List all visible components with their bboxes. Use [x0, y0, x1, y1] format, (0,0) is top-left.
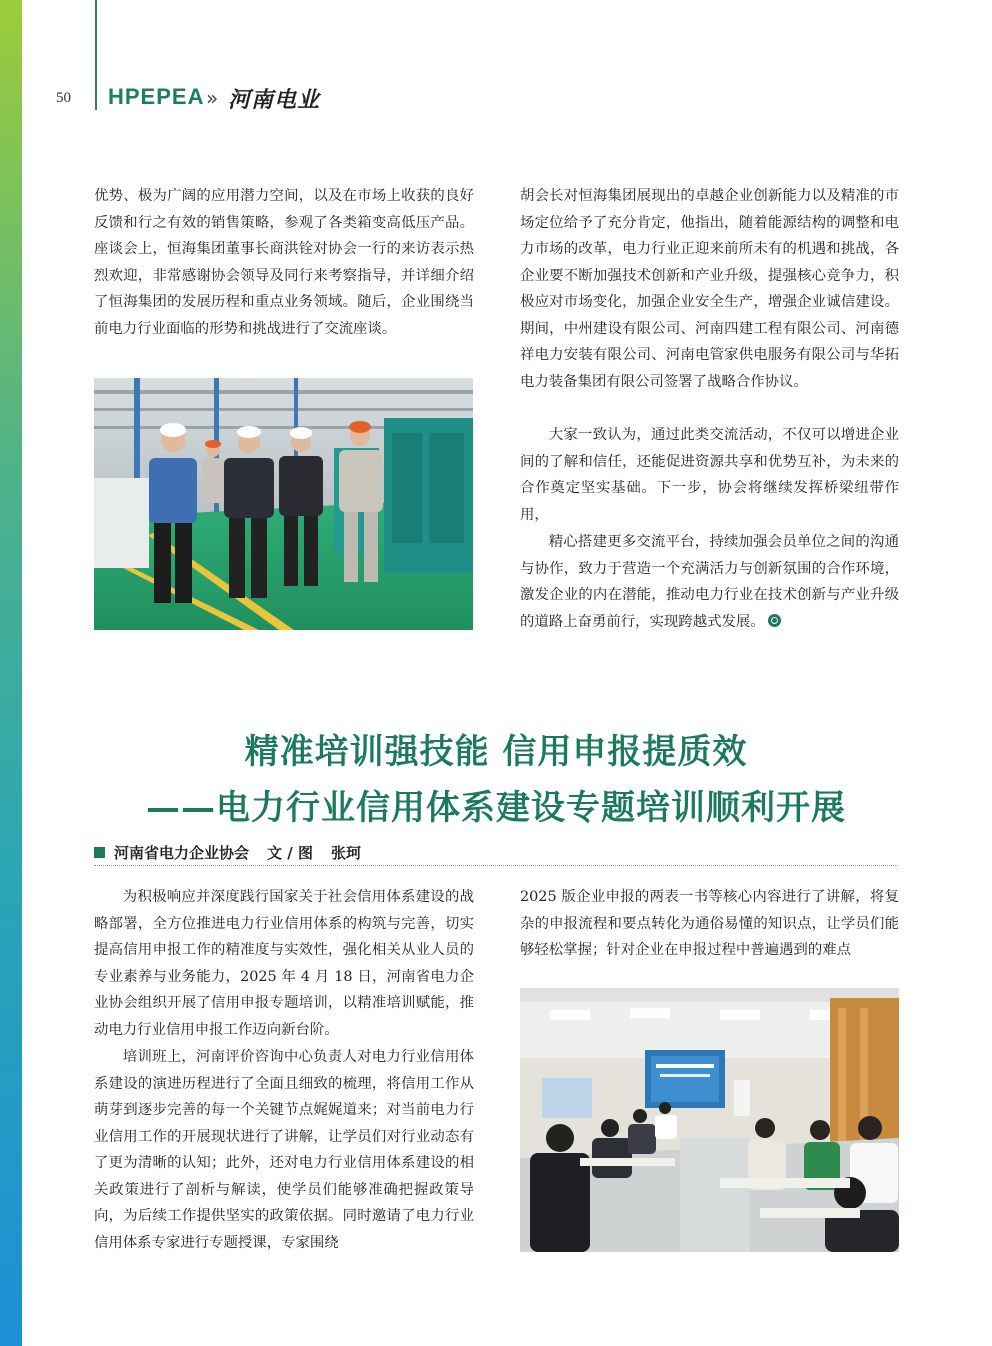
byline-credit-label: 文 / 图 — [267, 844, 313, 862]
end-of-article-icon — [768, 614, 781, 627]
byline-author: 张珂 — [330, 844, 361, 862]
article1-right-paragraph-1: 胡会长对恒海集团展现出的卓越企业创新能力以及精准的市场定位给予了充分肯定，他指出，随着能源结构的调整和电力市场的改革，电力行业正迎来前所未有的机遇和挑战，各企业要不断加强技术创新和产业升级，提强核心竞争力，积极应对市场变化，加强企业安全生产，增强企业诚信建设。期间，中州建设有限公司、河南四建工程有限公司、河南德祥电力安装有限公司、河南电管家供电服务有限公司与华拓电力装备集团有限公司签署了战略合作协议。 — [520, 188, 899, 390]
magazine-section-title: 河南电业 — [228, 87, 321, 113]
article2-left-paragraph-1: 为积极响应并深度践行国家关于社会信用体系建设的战略部署，全方位推进电力行业信用体系的构筑与完善，切实提高信用申报工作的精准度与实效性，强化相关从业人员的专业素养与业务能力，2025 年 4 月 18 日，河南省电力企业协会组织开展了信用申报专题培训，以精准培训赋能，推动电力行业信用申报工作迈向新台阶。 — [94, 889, 474, 1038]
training-room-illustration — [520, 988, 899, 1252]
byline-square-icon — [94, 847, 105, 858]
page-number: 50 — [56, 90, 71, 106]
article2-right-paragraph: 2025 版企业申报的两表一书等核心内容进行了讲解，将复杂的申报流程和要点转化为通俗易懂的知识点，让学员们能够轻松掌握；针对企业在申报过程中普遍遇到的难点 — [520, 889, 899, 958]
decorative-gradient-sidebar — [0, 0, 22, 1346]
brand-logo-text: HPEPEA — [108, 84, 205, 109]
article2-left-paragraph-2: 培训班上，河南评价咨询中心负责人对电力行业信用体系建设的演进历程进行了全面且细致的梳理，将信用工作从萌芽到逐步完善的每一个关键节点娓娓道来；对当前电力行业信用工作的开展现状进行了讲解，让学员们对行业动态有了更为清晰的认知；此外，还对电力行业信用体系建设的相关政策进行了剖析与解读，使学员们能够准确把握政策导向，为后续工作提供坚实的政策依据。同时邀请了电力行业信用体系专家进行专题授课，专家围绕 — [94, 1049, 474, 1251]
article1-left-paragraph: 优势、极为广阔的应用潜力空间，以及在市场上收获的良好反馈和行之有效的销售策略，参观了各类箱变高低压产品。座谈会上，恒海集团董事长商洪铨对协会一行的来访表示热烈欢迎，非常感谢协会领导及同行来考察指导，并详细介绍了恒海集团的发展历程和重点业务领域。随后，企业围绕当前电力行业面临的形势和挑战进行了交流座谈。 — [94, 188, 474, 337]
article1-right-paragraph-3 — [520, 529, 899, 635]
article1-right-paragraph-3-text: 精心搭建更多交流平台，持续加强会员单位之间的沟通与协作，致力于营造一个充满活力与创新氛围的合作环境，激发企业的内在潜能，推动电力行业在技术创新与产业升级的道路上奋勇前行，实现跨越式发展。 — [520, 534, 899, 630]
factory-visit-photo — [94, 378, 473, 630]
factory-visit-illustration — [94, 378, 473, 630]
breadcrumb-separator: » — [206, 86, 219, 110]
byline-divider — [94, 865, 898, 866]
header-divider — [95, 0, 97, 110]
article-subtitle: ——电力行业信用体系建设专题培训顺利开展 — [146, 788, 846, 828]
article1-right-paragraph-2: 大家一致认为，通过此类交流活动，不仅可以增进企业间的了解和信任，还能促进资源共享和优势互补，为未来的合作奠定坚实基础。下一步，协会将继续发挥桥梁纽带作用， — [520, 427, 899, 523]
article-byline — [94, 842, 361, 863]
article-title: 精准培训强技能 信用申报提质效 — [244, 732, 748, 772]
byline-organization: 河南省电力企业协会 — [114, 844, 250, 862]
training-session-photo — [520, 988, 899, 1252]
